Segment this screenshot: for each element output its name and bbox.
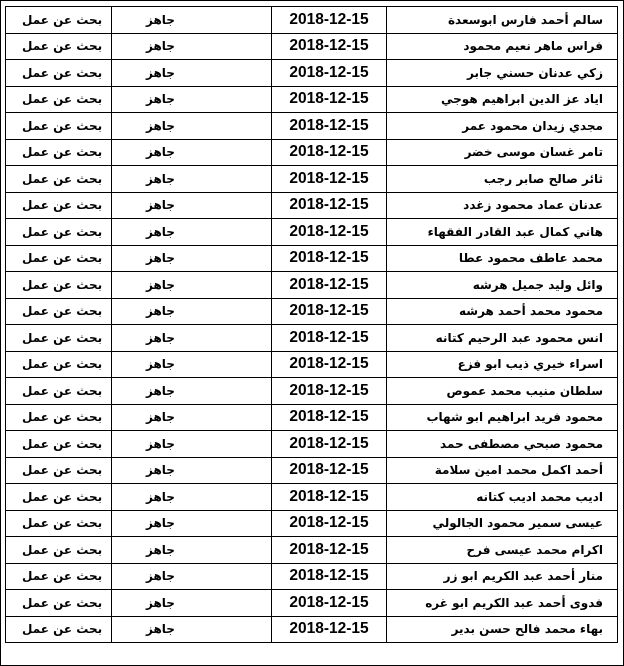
status-cell: [6, 245, 112, 272]
date-text: 2018-12-15: [289, 487, 369, 505]
status-text: بحث عن عمل: [22, 357, 103, 372]
ready-text: جاهز: [146, 595, 175, 610]
ready-cell: [112, 33, 272, 60]
ready-text: جاهز: [146, 330, 175, 345]
table-row: [6, 537, 618, 564]
date-cell: [272, 378, 387, 405]
ready-text: جاهز: [146, 145, 175, 160]
status-text: بحث عن عمل: [22, 65, 103, 80]
ready-cell: [112, 404, 272, 431]
table-row: [6, 33, 618, 60]
date-cell: [272, 7, 387, 34]
ready-cell: [112, 378, 272, 405]
ready-text: جاهز: [146, 39, 175, 54]
ready-cell: [112, 192, 272, 219]
date-text: 2018-12-15: [289, 169, 369, 187]
name-text: سلطان منيب محمد عموص: [446, 383, 603, 398]
date-cell: [272, 139, 387, 166]
ready-text: جاهز: [146, 542, 175, 557]
table-row: [6, 510, 618, 537]
name-cell: [387, 298, 618, 325]
status-text: بحث عن عمل: [22, 198, 103, 213]
ready-cell: [112, 351, 272, 378]
ready-cell: [112, 484, 272, 511]
status-text: بحث عن عمل: [22, 12, 103, 27]
table-row: [6, 7, 618, 34]
status-cell: [6, 298, 112, 325]
ready-text: جاهز: [146, 357, 175, 372]
table-row: [6, 192, 618, 219]
status-text: بحث عن عمل: [22, 516, 103, 531]
ready-cell: [112, 563, 272, 590]
status-text: بحث عن عمل: [22, 224, 103, 239]
ready-text: جاهز: [146, 198, 175, 213]
name-text: عدنان عماد محمود زغدد: [463, 198, 603, 213]
table-row: [6, 484, 618, 511]
status-text: بحث عن عمل: [22, 92, 103, 107]
name-text: اياد عز الدين ابراهيم هوجي: [441, 92, 603, 107]
ready-cell: [112, 272, 272, 299]
date-cell: [272, 192, 387, 219]
ready-text: جاهز: [146, 410, 175, 425]
status-text: بحث عن عمل: [22, 171, 103, 186]
ready-text: جاهز: [146, 118, 175, 133]
name-text: أحمد اكمل محمد امين سلامة: [434, 463, 603, 478]
status-cell: [6, 616, 112, 643]
name-text: زكي عدنان حسني جابر: [467, 65, 603, 80]
name-cell: [387, 113, 618, 140]
name-cell: [387, 86, 618, 113]
date-text: 2018-12-15: [289, 90, 369, 108]
name-text: ثائر صالح صابر رجب: [483, 171, 603, 186]
status-text: بحث عن عمل: [22, 304, 103, 319]
ready-cell: [112, 245, 272, 272]
status-cell: [6, 219, 112, 246]
name-text: محمود محمد أحمد هرشه: [459, 304, 603, 319]
ready-text: جاهز: [146, 65, 175, 80]
name-text: وائل وليد جميل هرشه: [472, 277, 603, 292]
status-text: بحث عن عمل: [22, 542, 103, 557]
name-text: هاني كمال عبد القادر الفقهاء: [427, 224, 603, 239]
ready-cell: [112, 510, 272, 537]
status-text: بحث عن عمل: [22, 251, 103, 266]
ready-text: جاهز: [146, 383, 175, 398]
table-row: [6, 351, 618, 378]
date-text: 2018-12-15: [289, 37, 369, 55]
status-cell: [6, 378, 112, 405]
date-text: 2018-12-15: [289, 434, 369, 452]
date-text: 2018-12-15: [289, 593, 369, 611]
table-row: [6, 431, 618, 458]
date-text: 2018-12-15: [289, 222, 369, 240]
status-cell: [6, 431, 112, 458]
status-text: بحث عن عمل: [22, 277, 103, 292]
date-text: 2018-12-15: [289, 196, 369, 214]
status-text: بحث عن عمل: [22, 145, 103, 160]
name-text: منار أحمد عبد الكريم ابو زر: [443, 569, 603, 584]
status-cell: [6, 563, 112, 590]
name-cell: [387, 166, 618, 193]
ready-text: جاهز: [146, 436, 175, 451]
name-cell: [387, 60, 618, 87]
ready-text: جاهز: [146, 463, 175, 478]
ready-cell: [112, 537, 272, 564]
name-text: سالم أحمد فارس ابوسعدة: [447, 12, 603, 27]
table-row: [6, 298, 618, 325]
name-cell: [387, 245, 618, 272]
date-text: 2018-12-15: [289, 355, 369, 373]
applicants-table: [5, 6, 618, 643]
table-row: [6, 166, 618, 193]
date-text: 2018-12-15: [289, 408, 369, 426]
date-cell: [272, 351, 387, 378]
status-cell: [6, 510, 112, 537]
date-cell: [272, 590, 387, 617]
ready-text: جاهز: [146, 92, 175, 107]
name-cell: [387, 404, 618, 431]
table-row: [6, 404, 618, 431]
status-cell: [6, 457, 112, 484]
date-text: 2018-12-15: [289, 381, 369, 399]
ready-cell: [112, 431, 272, 458]
status-cell: [6, 325, 112, 352]
date-cell: [272, 298, 387, 325]
name-cell: [387, 139, 618, 166]
date-cell: [272, 616, 387, 643]
ready-cell: [112, 139, 272, 166]
date-text: 2018-12-15: [289, 461, 369, 479]
date-text: 2018-12-15: [289, 328, 369, 346]
date-text: 2018-12-15: [289, 302, 369, 320]
date-text: 2018-12-15: [289, 275, 369, 293]
name-text: محمود صبحي مصطفى حمد: [440, 436, 603, 451]
date-text: 2018-12-15: [289, 620, 369, 638]
table-row: [6, 325, 618, 352]
status-cell: [6, 139, 112, 166]
name-cell: [387, 272, 618, 299]
status-text: بحث عن عمل: [22, 330, 103, 345]
status-text: بحث عن عمل: [22, 410, 103, 425]
name-text: فدوى أحمد عبد الكريم ابو غره: [425, 595, 603, 610]
ready-cell: [112, 113, 272, 140]
status-text: بحث عن عمل: [22, 489, 103, 504]
table-row: [6, 590, 618, 617]
ready-text: جاهز: [146, 277, 175, 292]
date-cell: [272, 431, 387, 458]
ready-cell: [112, 616, 272, 643]
ready-cell: [112, 325, 272, 352]
name-cell: [387, 192, 618, 219]
status-text: بحث عن عمل: [22, 118, 103, 133]
date-cell: [272, 219, 387, 246]
table-body: [6, 7, 618, 643]
table-row: [6, 616, 618, 643]
table-row: [6, 219, 618, 246]
ready-cell: [112, 166, 272, 193]
date-cell: [272, 166, 387, 193]
status-cell: [6, 192, 112, 219]
ready-cell: [112, 457, 272, 484]
ready-cell: [112, 60, 272, 87]
name-text: بهاء محمد فالح حسن بدير: [451, 622, 603, 637]
status-cell: [6, 7, 112, 34]
date-cell: [272, 484, 387, 511]
name-text: اكرام محمد عيسى فرح: [466, 542, 603, 557]
status-text: بحث عن عمل: [22, 383, 103, 398]
name-cell: [387, 457, 618, 484]
date-cell: [272, 457, 387, 484]
status-cell: [6, 537, 112, 564]
date-text: 2018-12-15: [289, 10, 369, 28]
date-cell: [272, 86, 387, 113]
status-text: بحث عن عمل: [22, 39, 103, 54]
name-text: عيسى سمير محمود الجالولي: [432, 516, 603, 531]
date-text: 2018-12-15: [289, 63, 369, 81]
date-text: 2018-12-15: [289, 143, 369, 161]
ready-cell: [112, 219, 272, 246]
date-cell: [272, 33, 387, 60]
status-text: بحث عن عمل: [22, 595, 103, 610]
name-text: اديب محمد اديب كتانه: [476, 489, 603, 504]
name-text: مجدي زيدان محمود عمر: [462, 118, 603, 133]
ready-text: جاهز: [146, 569, 175, 584]
name-cell: [387, 431, 618, 458]
table-row: [6, 245, 618, 272]
name-text: محمود فريد ابراهيم ابو شهاب: [426, 410, 603, 425]
ready-cell: [112, 590, 272, 617]
status-cell: [6, 113, 112, 140]
name-cell: [387, 378, 618, 405]
date-cell: [272, 404, 387, 431]
name-cell: [387, 510, 618, 537]
status-cell: [6, 166, 112, 193]
status-text: بحث عن عمل: [22, 622, 103, 637]
status-cell: [6, 60, 112, 87]
table-row: [6, 86, 618, 113]
status-text: بحث عن عمل: [22, 463, 103, 478]
name-cell: [387, 484, 618, 511]
date-cell: [272, 537, 387, 564]
ready-text: جاهز: [146, 304, 175, 319]
name-cell: [387, 590, 618, 617]
name-cell: [387, 325, 618, 352]
table-row: [6, 113, 618, 140]
date-cell: [272, 563, 387, 590]
name-cell: [387, 351, 618, 378]
status-cell: [6, 33, 112, 60]
date-text: 2018-12-15: [289, 567, 369, 585]
date-text: 2018-12-15: [289, 249, 369, 267]
ready-cell: [112, 7, 272, 34]
status-cell: [6, 484, 112, 511]
date-cell: [272, 510, 387, 537]
ready-text: جاهز: [146, 516, 175, 531]
date-text: 2018-12-15: [289, 514, 369, 532]
name-text: انس محمود عبد الرحيم كتانه: [435, 330, 603, 345]
table-row: [6, 563, 618, 590]
ready-text: جاهز: [146, 622, 175, 637]
ready-text: جاهز: [146, 224, 175, 239]
name-text: فراس ماهر نعيم محمود: [463, 39, 603, 54]
name-text: محمد عاطف محمود عطا: [458, 251, 603, 266]
ready-text: جاهز: [146, 12, 175, 27]
date-cell: [272, 245, 387, 272]
table-row: [6, 139, 618, 166]
ready-text: جاهز: [146, 489, 175, 504]
status-text: بحث عن عمل: [22, 569, 103, 584]
name-cell: [387, 33, 618, 60]
name-text: اسراء خيري ذيب ابو فزع: [457, 357, 603, 372]
ready-text: جاهز: [146, 171, 175, 186]
name-text: تامر غسان موسى خضر: [464, 145, 603, 160]
date-text: 2018-12-15: [289, 540, 369, 558]
date-cell: [272, 113, 387, 140]
date-cell: [272, 272, 387, 299]
status-cell: [6, 86, 112, 113]
status-cell: [6, 590, 112, 617]
ready-text: جاهز: [146, 251, 175, 266]
ready-cell: [112, 86, 272, 113]
table-row: [6, 272, 618, 299]
name-cell: [387, 616, 618, 643]
table-row: [6, 60, 618, 87]
date-text: 2018-12-15: [289, 116, 369, 134]
status-cell: [6, 272, 112, 299]
status-text: بحث عن عمل: [22, 436, 103, 451]
status-cell: [6, 404, 112, 431]
table-row: [6, 378, 618, 405]
ready-cell: [112, 298, 272, 325]
name-cell: [387, 537, 618, 564]
name-cell: [387, 563, 618, 590]
name-cell: [387, 219, 618, 246]
status-cell: [6, 351, 112, 378]
date-cell: [272, 325, 387, 352]
table-row: [6, 457, 618, 484]
date-cell: [272, 60, 387, 87]
name-cell: [387, 7, 618, 34]
